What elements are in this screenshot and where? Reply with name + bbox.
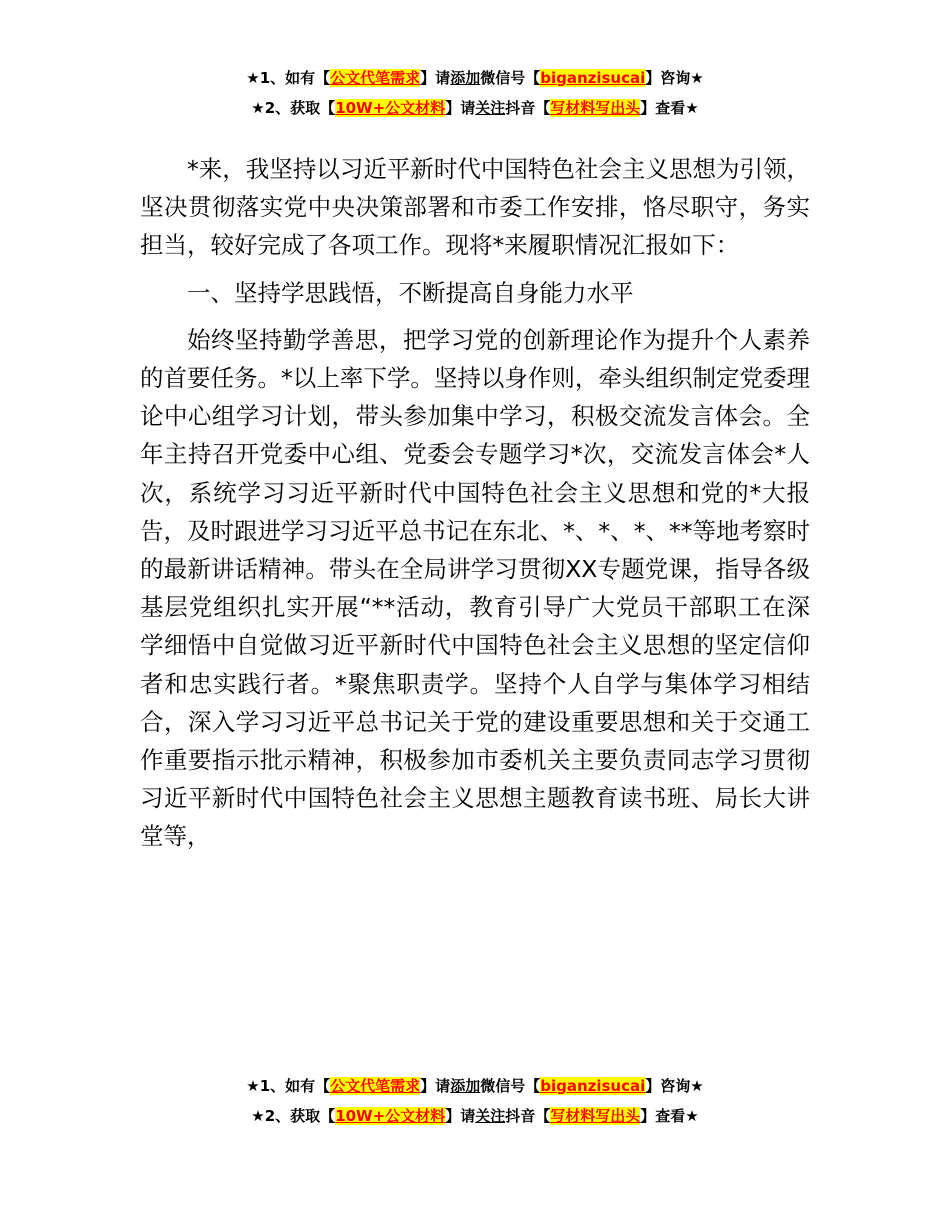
promo-text: ★2、获取【: [251, 99, 336, 117]
intro-paragraph: *来，我坚持以习近平新时代中国特色社会主义思想为引领，坚决贯彻落实党中央决策部署和市委工作安排，恪尽职守，务实担当，较好完成了各项工作。现将*来履职情况汇报如下：: [140, 155, 810, 260]
promo-line-1: [0, 68, 950, 88]
promo-text: 微信号【: [480, 69, 541, 87]
promo-text: 】查看★: [640, 99, 699, 117]
promo-line-2: [0, 98, 950, 118]
promo-underline: 关注: [475, 1107, 506, 1125]
promo-line-2: [0, 1106, 950, 1126]
promo-header: [0, 68, 950, 118]
promo-text: 】请: [445, 1107, 476, 1125]
promo-highlight: 写材料写出头: [550, 1107, 641, 1125]
promo-underline: 添加: [450, 1077, 481, 1095]
promo-highlight: biganzisucai: [540, 69, 646, 87]
promo-text: ★1、如有【: [246, 1077, 331, 1095]
promo-highlight: 10W+公文材料: [335, 1107, 446, 1125]
promo-text: ★2、获取【: [251, 1107, 336, 1125]
promo-highlight: 公文代笔需求: [330, 1077, 421, 1095]
promo-highlight: 10W+公文材料: [335, 99, 446, 117]
promo-text: ★1、如有【: [246, 69, 331, 87]
promo-underline: 关注: [475, 99, 506, 117]
promo-text: 】咨询★: [645, 1077, 704, 1095]
promo-text: 微信号【: [480, 1077, 541, 1095]
promo-text: 】请: [420, 69, 451, 87]
document-body: [140, 150, 810, 856]
promo-text: 】请: [420, 1077, 451, 1095]
body-paragraph: 始终坚持勤学善思，把学习党的创新理论作为提升个人素养的首要任务。*以上率下学。坚持以身作则，牵头组织制定党委理论中心组学习计划，带头参加集中学习，积极交流发言体会。全年主持召开党委中心组、党委会专题学习*次，交流发言体会*人次，系统学习习近平新时代中国特色社会主义思想和党的*大报告，及时跟进学习习近平总书记在东北、*、*、*、**等地考察时的最新讲话精神。带头在全局讲学习贯彻XX专题党课，指导各级基层党组织扎实开展“**活动，教育引导广大党员干部职工在深学细悟中自觉做习近平新时代中国特色社会主义思想的坚定信仰者和忠实践行者。*聚焦职责学。坚持个人自学与集体学习相结合，深入学习习近平总书记关于党的建设重要思想和关于交通工作重要指示批示精神，积极参加市委机关主要负责同志学习贯彻习近平新时代中国特色社会主义思想主题教育读书班、局长大讲堂等，: [140, 325, 810, 851]
promo-highlight: 写材料写出头: [550, 99, 641, 117]
section-heading: 一、坚持学思践悟，不断提高自身能力水平: [187, 278, 634, 307]
promo-footer: [0, 1076, 950, 1126]
promo-text: 抖音【: [505, 1107, 551, 1125]
promo-text: 】请: [445, 99, 476, 117]
promo-text: 】查看★: [640, 1107, 699, 1125]
promo-text: 抖音【: [505, 99, 551, 117]
promo-highlight: biganzisucai: [540, 1077, 646, 1095]
promo-text: 】咨询★: [645, 69, 704, 87]
promo-line-1: [0, 1076, 950, 1096]
promo-highlight: 公文代笔需求: [330, 69, 421, 87]
promo-underline: 添加: [450, 69, 481, 87]
